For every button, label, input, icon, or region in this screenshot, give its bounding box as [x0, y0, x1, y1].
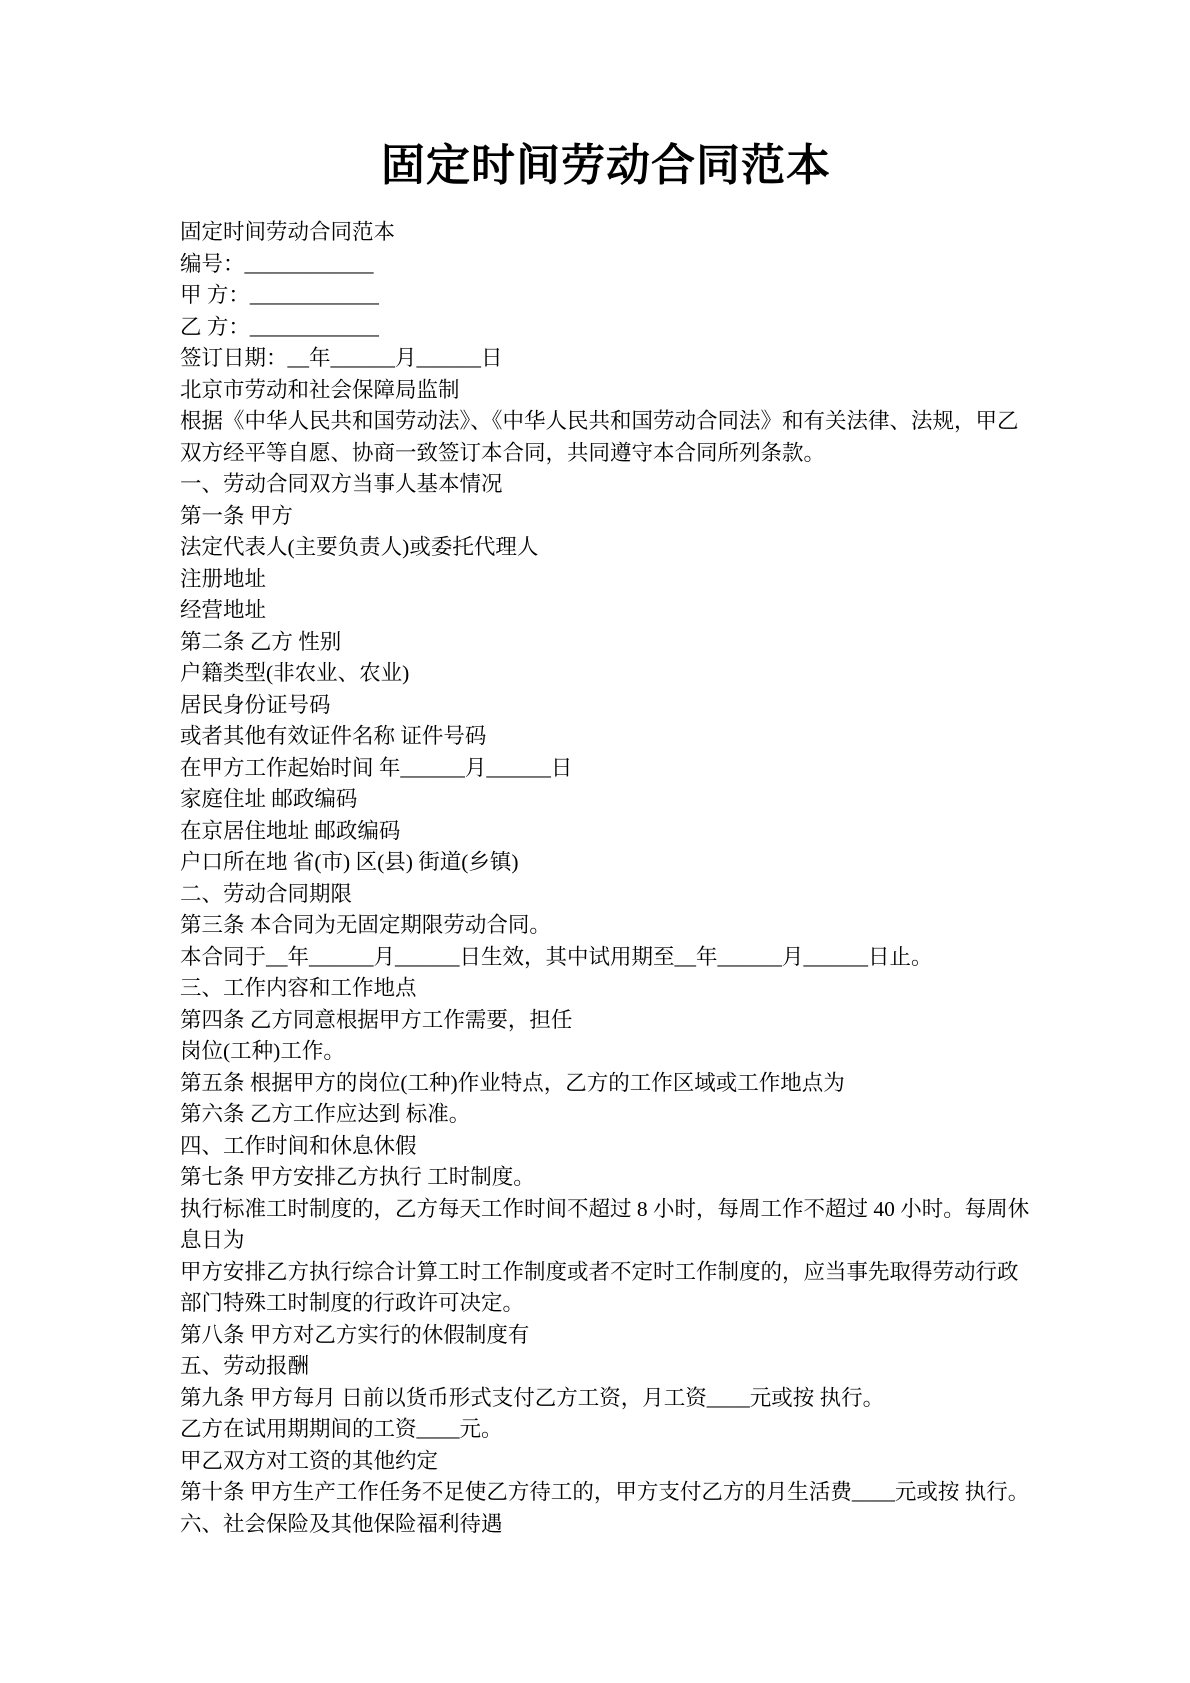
other-salary-agreement-line: 甲乙双方对工资的其他约定 — [180, 1448, 439, 1473]
section-2-heading: 二、劳动合同期限 — [180, 881, 353, 906]
other-certificate-line: 或者其他有效证件名称 证件号码 — [180, 724, 487, 748]
article-5-line: 第五条 根据甲方的岗位(工种)作业特点，乙方的工作区域或工作地点为 — [180, 1070, 845, 1095]
household-type-line: 户籍类型(非农业、农业) — [180, 661, 410, 685]
legal-representative-line: 法定代表人(主要负责人)或委托代理人 — [180, 535, 539, 559]
article-2-line: 第二条 乙方 性别 — [180, 629, 342, 654]
id-card-number-line: 居民身份证号码 — [180, 692, 331, 717]
special-working-hours-paragraph: 甲方安排乙方执行综合计算工时工作制度或者不定时工作制度的，应当事先取得劳动行政部门特殊工时制度的行政许可决定。 — [180, 1259, 1019, 1315]
section-5-heading: 五、劳动报酬 — [180, 1354, 310, 1378]
article-8-line: 第八条 甲方对乙方实行的休假制度有 — [180, 1322, 530, 1347]
article-7-line: 第七条 甲方安排乙方执行 工时制度。 — [180, 1165, 535, 1189]
article-6-line: 第六条 乙方工作应达到 标准。 — [180, 1102, 471, 1126]
contract-effective-line: 本合同于__年______月______日生效，其中试用期至__年______月______日止。 — [180, 944, 933, 969]
section-4-heading: 四、工作时间和休息休假 — [180, 1133, 417, 1158]
section-3-heading: 三、工作内容和工作地点 — [180, 976, 417, 1000]
work-start-date-line: 在甲方工作起始时间 年______月______日 — [180, 755, 573, 780]
subtitle-line: 固定时间劳动合同范本 — [180, 220, 396, 244]
party-b-line: 乙 方：____________ — [180, 314, 379, 339]
contract-body — [180, 217, 1032, 1540]
job-post-line: 岗位(工种)工作。 — [180, 1039, 345, 1063]
beijing-residence-line: 在京居住地址 邮政编码 — [180, 818, 401, 843]
article-4-line: 第四条 乙方同意根据甲方工作需要，担任 — [180, 1007, 573, 1032]
serial-number-line: 编号：____________ — [180, 251, 374, 276]
article-1-line: 第一条 甲方 — [180, 503, 293, 528]
article-10-line: 第十条 甲方生产工作任务不足使乙方待工的，甲方支付乙方的月生活费____元或按 执行。 — [180, 1480, 1030, 1504]
probation-salary-line: 乙方在试用期期间的工资____元。 — [180, 1417, 503, 1441]
household-registration-line: 户口所在地 省(市) 区(县) 街道(乡镇) — [180, 850, 519, 874]
signing-date-line: 签订日期：__年______月______日 — [180, 346, 503, 370]
supervising-authority-line: 北京市劳动和社会保障局监制 — [180, 377, 460, 402]
registered-address-line: 注册地址 — [180, 566, 267, 591]
article-9-line: 第九条 甲方每月 日前以货币形式支付乙方工资，月工资____元或按 执行。 — [180, 1385, 885, 1410]
business-address-line: 经营地址 — [180, 598, 267, 622]
preamble-paragraph: 根据《中华人民共和国劳动法》、《中华人民共和国劳动合同法》和有关法律、法规，甲乙双方经平等自愿、协商一致签订本合同，共同遵守本合同所列条款。 — [180, 409, 1019, 465]
section-6-heading: 六、社会保险及其他保险福利待遇 — [180, 1511, 503, 1536]
article-3-line: 第三条 本合同为无固定期限劳动合同。 — [180, 913, 551, 937]
home-address-line: 家庭住址 邮政编码 — [180, 787, 358, 811]
section-1-heading: 一、劳动合同双方当事人基本情况 — [180, 472, 503, 496]
party-a-line: 甲 方：____________ — [180, 283, 379, 307]
document-title: 固定时间劳动合同范本 — [381, 141, 831, 190]
standard-working-hours-paragraph: 执行标准工时制度的，乙方每天工作时间不超过 8 小时，每周工作不超过 40 小时。每周休息日为 — [180, 1196, 1030, 1252]
